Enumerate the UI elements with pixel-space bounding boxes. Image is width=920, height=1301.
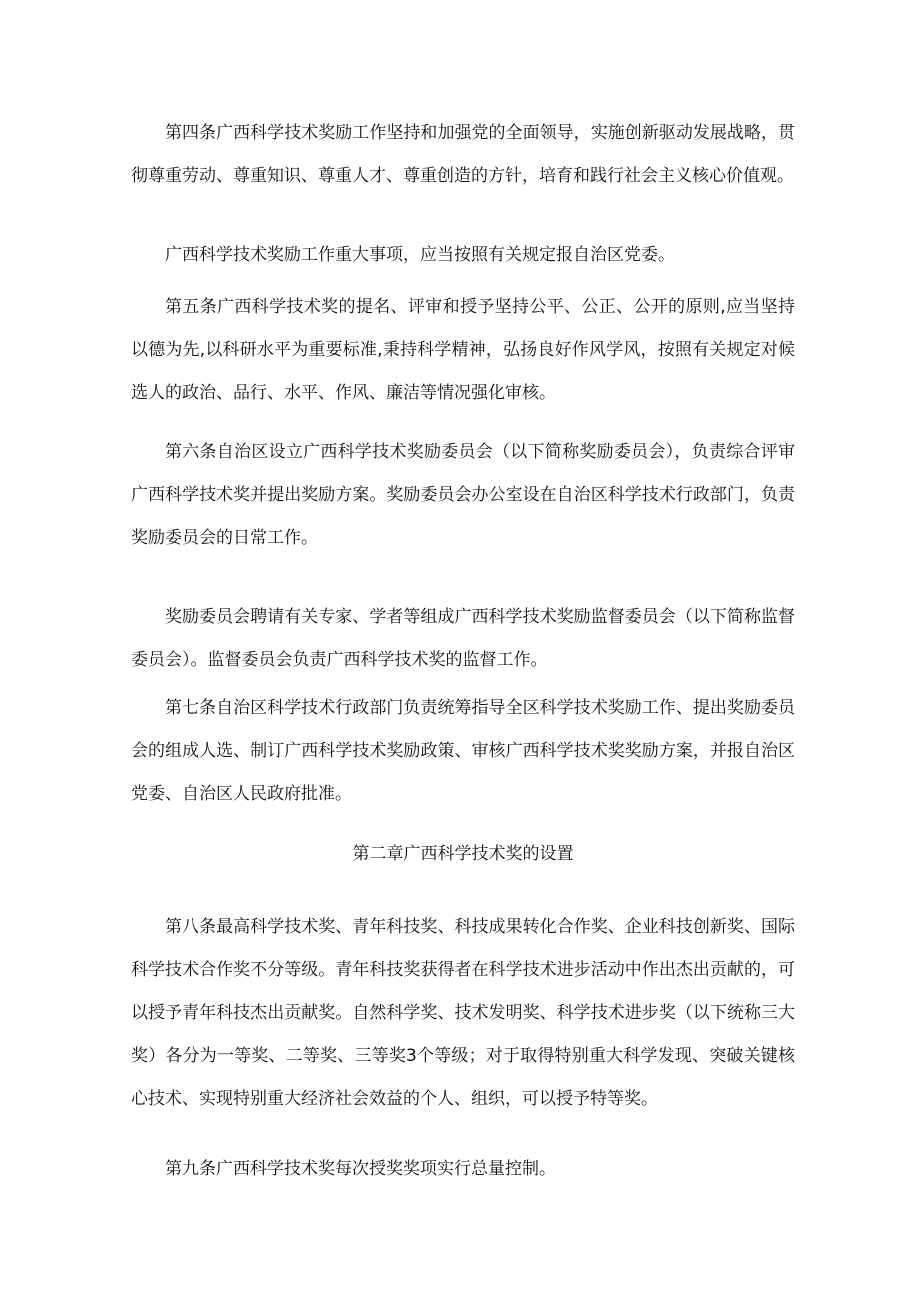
article-5-paragraph: 第五条广西科学技术奖的提名、评审和授予坚持公平、公正、公开的原则,应当坚持以德为先,以科研水平为重要标准,秉持科学精神，弘扬良好作风学风，按照有关规定对候选人的政治、品行、水平、作风、廉洁等情况强化审核。 [131, 297, 795, 403]
article-7-paragraph: 第七条自治区科学技术行政部门负责统筹指导全区科学技术奖励工作、提出奖励委员会的组成人选、制订广西科学技术奖励政策、审核广西科学技术奖奖励方案，并报自治区党委、自治区人民政府批准。 [131, 698, 795, 804]
article-8-paragraph: 第八条最高科学技术奖、青年科技奖、科技成果转化合作奖、企业科技创新奖、国际科学技术合作奖不分等级。青年科技奖获得者在科学技术进步活动中作出杰出贡献的，可以授予青年科技杰出贡献奖。自然科学奖、技术发明奖、科学技术进步奖（以下统称三大奖）各分为一等奖、二等奖、三等奖3个等级；对于取得特别重大科学发现、突破关键核心技术、实现特别重大经济社会效益的个人、组织，可以授予特等奖。 [131, 917, 795, 1109]
article-4-supplement-paragraph: 广西科学技术奖励工作重大事项，应当按照有关规定报自治区党委。 [165, 245, 675, 265]
article-6-paragraph: 第六条自治区设立广西科学技术奖励委员会（以下简称奖励委员会），负责综合评审广西科学技术奖并提出奖励方案。奖励委员会办公室设在自治区科学技术行政部门，负责奖励委员会的日常工作。 [131, 442, 795, 548]
article-4-paragraph: 第四条广西科学技术奖励工作坚持和加强党的全面领导，实施创新驱动发展战略，贯彻尊重劳动、尊重知识、尊重人才、尊重创造的方针，培育和践行社会主义核心价值观。 [131, 123, 795, 186]
chapter-heading: 第二章广西科学技术奖的设置 [352, 844, 574, 864]
supervision-committee-paragraph: 奖励委员会聘请有关专家、学者等组成广西科学技术奖励监督委员会（以下简称监督委员会）。监督委员会负责广西科学技术奖的监督工作。 [131, 607, 795, 670]
article-9-paragraph: 第九条广西科学技术奖每次授奖奖项实行总量控制。 [165, 1159, 556, 1179]
